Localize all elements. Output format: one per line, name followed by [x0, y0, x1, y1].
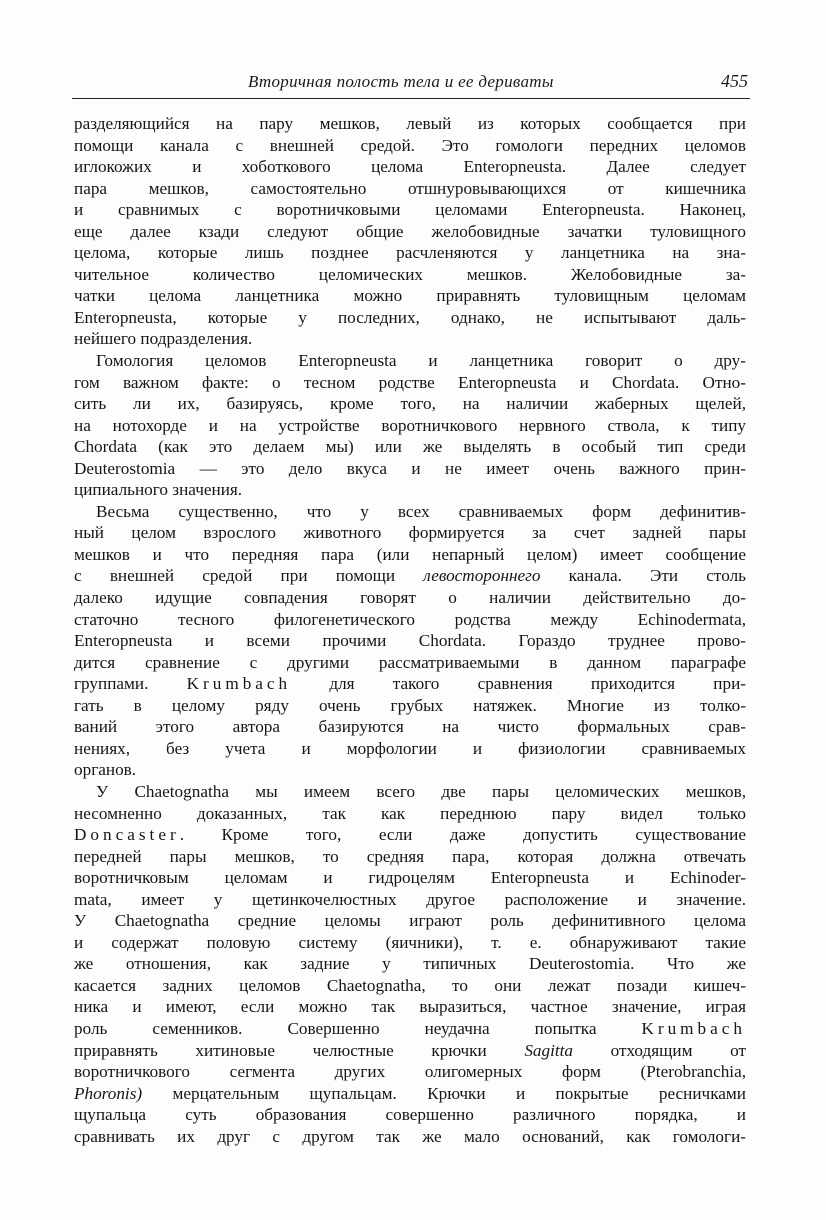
body-text — [74, 113, 746, 1147]
text-line: целома, которые лишь позднее расчленяются у ланцетника на зна- — [74, 243, 746, 263]
text-run: канала. Эти столь — [540, 566, 746, 586]
text-line: иглокожих и хоботкового целома Enteropneusta. Далее следует — [74, 157, 746, 177]
text-line: же отношения, как задние у типичных Deuterostomia. Что же — [74, 954, 746, 974]
text-run: с внешней средой при помощи — [74, 566, 424, 586]
text-line: воротничковым целомам и гидроцелям Enteropneusta и Echinoder- — [74, 868, 746, 888]
text-line: дится сравнение с другими рассматриваемыми в данном параграфе — [74, 652, 746, 672]
text-line: ника и имеют, если можно так выразиться, частное значение, играя — [74, 997, 746, 1017]
italic-term: левостороннего — [423, 566, 541, 586]
text-line — [74, 1040, 746, 1062]
text-line: сить ли их, базируясь, кроме того, на наличии жаберных щелей, — [74, 394, 746, 414]
text-line: Chordata (как это делаем мы) или же выделять в особый тип среди — [74, 437, 746, 457]
text-line: гом важном факте: о тесном родстве Enteropneusta и Chordata. Отно- — [74, 372, 746, 392]
text-line: чатки целома ланцетника можно приравнять туловищным целомам — [74, 286, 746, 306]
text-line: Deuterostomia — это дело вкуса и не имеет очень важного прин- — [74, 458, 746, 478]
text-line: сравнивать их друг с другом так же мало оснований, как гомологи- — [74, 1126, 746, 1146]
text-line: органов. — [74, 760, 137, 780]
text-line: помощи канала с внешней средой. Это гомологи передних целомов — [74, 135, 746, 155]
paragraph — [74, 350, 746, 501]
running-title: Вторичная полость тела и ее дериваты — [248, 72, 554, 91]
text-line: У Chaetognatha средние целомы играют роль дефинитивного целома — [74, 911, 746, 931]
text-run: для такого сравнения приходится при- — [291, 674, 746, 694]
author-name: Krumbach — [186, 674, 292, 694]
text-line: нейшего подразделения. — [74, 329, 253, 349]
text-line: Enteropneusta и всеми прочими Chordata. Гораздо труднее прово- — [74, 631, 746, 651]
text-line: разделяющийся на пару мешков, левый из которых сообщается при — [74, 114, 746, 133]
paragraph — [74, 501, 746, 781]
text-line: ный целом взрослого животного формируется за счет задней пары — [74, 523, 746, 543]
text-line: чительное количество целомических мешков. Желобовидные за- — [74, 264, 746, 284]
author-name: Krumbach — [641, 1018, 746, 1038]
text-line: ваний этого автора базируются на чисто формальных срав- — [74, 717, 746, 737]
paragraph — [74, 113, 746, 350]
text-line: несомненно доказанных, так как переднюю пару видел только — [74, 803, 746, 823]
text-run: . Кроме того, если даже допустить существование — [179, 825, 746, 845]
text-run: отходящим от — [573, 1040, 746, 1060]
text-line: и сравнимых с воротничковыми целомами Enteropneusta. Наконец, — [74, 200, 746, 220]
page-header — [72, 70, 750, 99]
text-run: приравнять хитиновые челюстные крючки — [74, 1040, 525, 1060]
text-line — [74, 565, 746, 587]
text-line: и содержат половую систему (яичники), т. е. обнаруживают такие — [74, 932, 746, 952]
text-line: передней пары мешков, то средняя пара, которая должна отвечать — [74, 846, 746, 866]
italic-term: Phoronis) — [74, 1083, 143, 1103]
text-run: мерцательным щупальцам. Крючки и покрытые ресничками — [142, 1083, 746, 1103]
text-line: мешков и что передняя пара (или непарный целом) имеет сообщение — [74, 544, 746, 564]
text-line — [74, 673, 746, 695]
text-line: касается задних целомов Chaetognatha, то они лежат позади кишеч- — [74, 975, 746, 995]
text-line: далеко идущие совпадения говорят о наличии действительно до- — [74, 588, 746, 608]
text-line: mata, имеет у щетинкочелюстных другое расположение и значение. — [74, 889, 746, 909]
text-line: ципиального значения. — [74, 480, 243, 500]
text-line: на нотохорде и на устройстве воротничкового нервного ствола, к типу — [74, 415, 746, 435]
text-line: Весьма существенно, что у всех сравниваемых форм дефинитив- — [96, 501, 746, 521]
text-line — [74, 1083, 746, 1105]
italic-term: Sagitta — [524, 1040, 574, 1060]
text-line: гать в целому ряду очень грубых натяжек. Многие из толко- — [74, 695, 746, 715]
text-run: группами. — [74, 674, 187, 694]
text-line: воротничкового сегмента других олигомерных форм (Pterobranchia, — [74, 1062, 746, 1082]
text-line: пара мешков, самостоятельно отшнуровывающихся от кишечника — [74, 178, 746, 198]
paragraph — [74, 781, 746, 1147]
text-line: еще далее кзади следуют общие желобовидные зачатки туловищного — [74, 221, 746, 241]
text-line — [74, 1018, 746, 1040]
text-line: Гомология целомов Enteropneusta и ланцетника говорит о дру- — [96, 351, 746, 371]
text-line: Enteropneusta, которые у последних, однако, не испытывают даль- — [74, 307, 746, 327]
text-line: статочно тесного филогенетического родства между Echinodermata, — [74, 609, 746, 629]
text-line — [74, 824, 746, 846]
text-line: У Chaetognatha мы имеем всего две пары целомических мешков, — [96, 781, 746, 801]
text-line: щупальца суть образования совершенно различного порядка, и — [74, 1105, 746, 1125]
text-run: роль семенников. Совершенно неудачна попытка — [74, 1018, 642, 1038]
page-number: 455 — [721, 71, 748, 91]
text-line: нениях, без учета и морфологии и физиологии сравниваемых — [74, 738, 746, 758]
author-name: Doncaster — [74, 825, 180, 845]
